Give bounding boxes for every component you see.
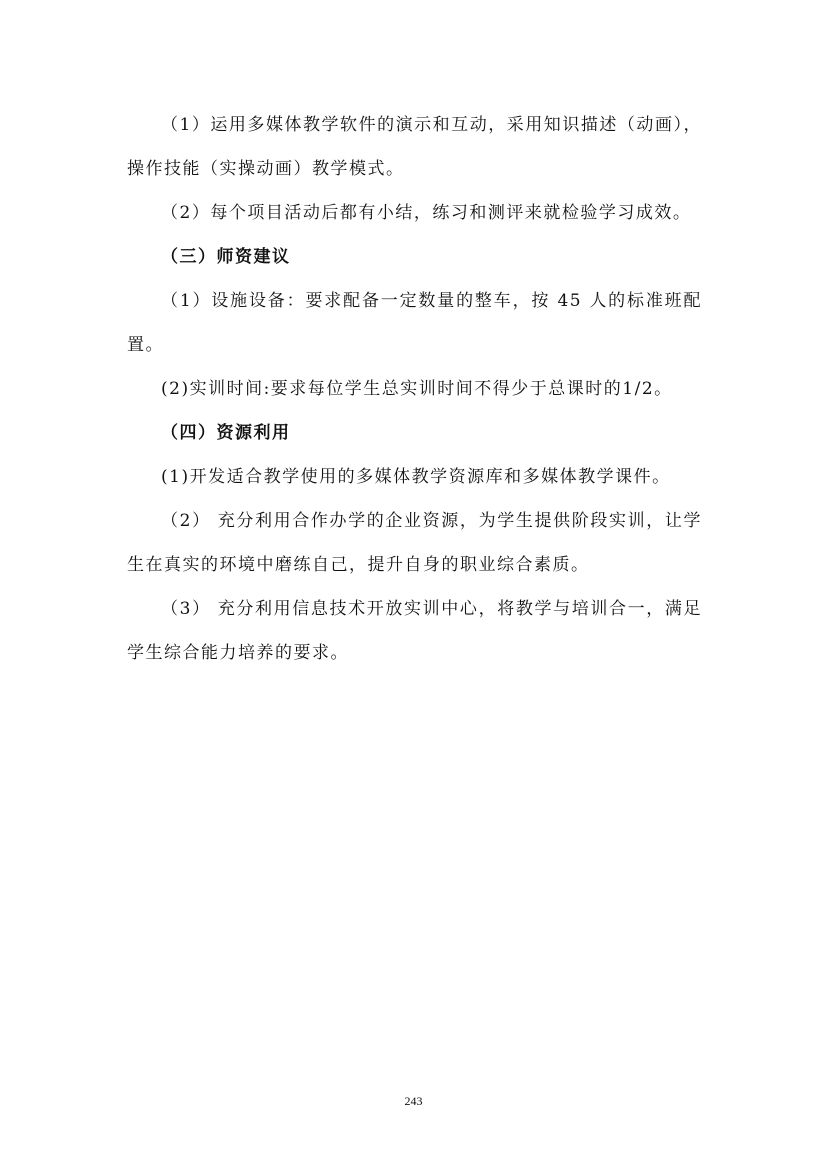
paragraph-4: (2)实训时间:要求每位学生总实训时间不得少于总课时的1/2。 [161,379,673,399]
paragraph-7: （3） 充分利用信息技术开放实训中心，将教学与培训合一，满足学生综合能力培养的要求。 [127,599,702,663]
page-content [127,103,702,675]
section-heading-resources: （四）资源利用 [161,423,291,443]
paragraph-1: （1）运用多媒体教学软件的演示和互动，采用知识描述（动画），操作技能（实操动画）教学模式。 [127,115,702,179]
paragraph-3: （1）设施设备：要求配备一定数量的整车，按 45 人的标准班配置。 [127,291,702,355]
section-heading-teachers: （三）师资建议 [161,247,291,267]
paragraph-2: （2）每个项目活动后都有小结，练习和测评来就检验学习成效。 [161,203,692,223]
paragraph-6: （2） 充分利用合作办学的企业资源，为学生提供阶段实训，让学生在真实的环境中磨练自己，提升自身的职业综合素质。 [127,511,702,575]
page-number: 243 [404,1094,423,1108]
paragraph-5: (1)开发适合教学使用的多媒体教学资源库和多媒体教学课件。 [161,467,671,487]
